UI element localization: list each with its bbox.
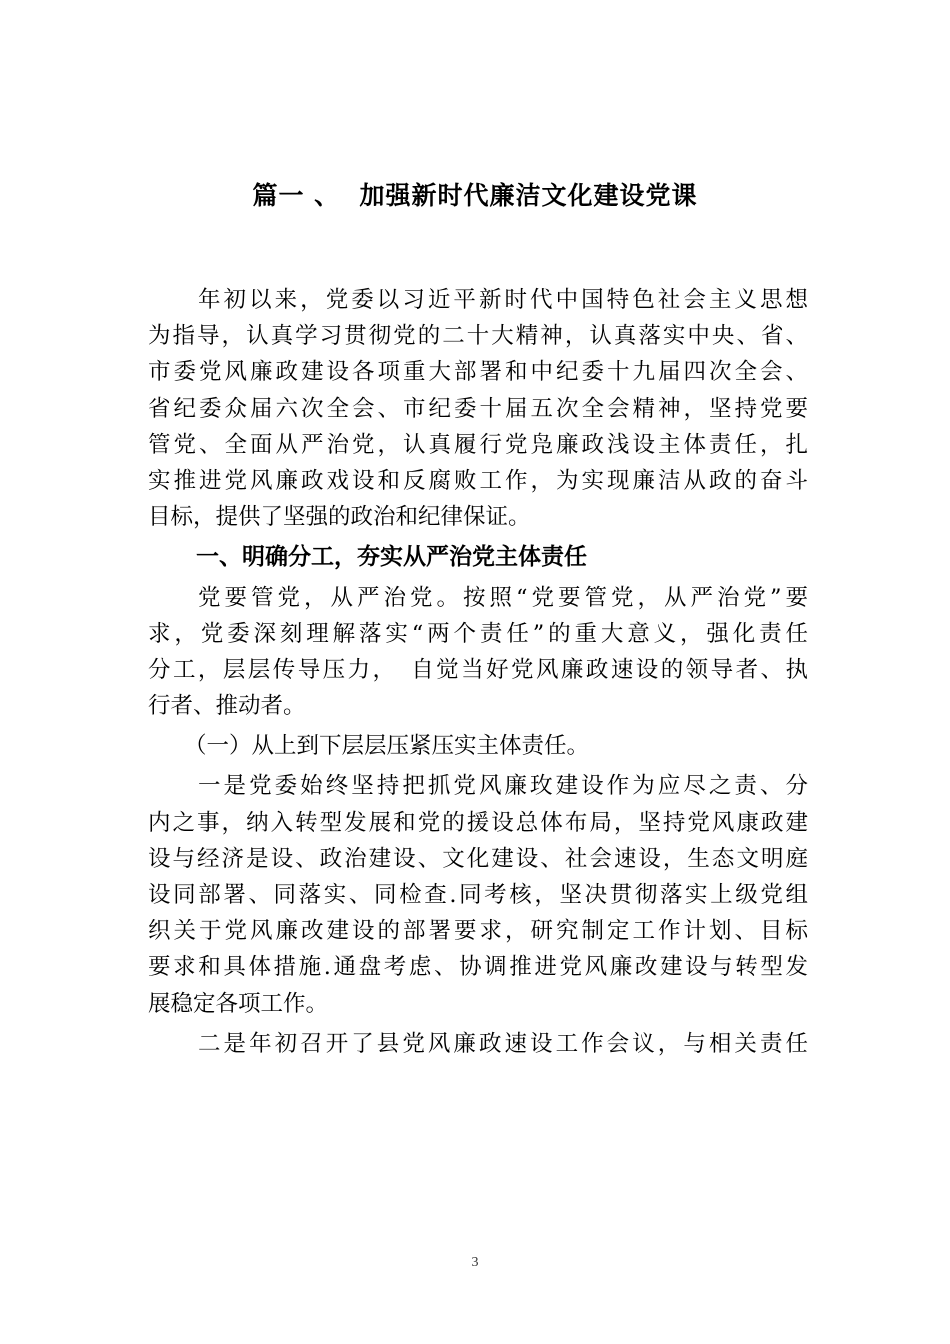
page-number: 3 <box>471 1255 479 1270</box>
paragraph-line: 展稳定各项工作。 <box>148 990 329 1017</box>
paragraph-line: 目标，提供了坚强的政治和纪律保证。 <box>148 504 531 531</box>
section-heading: 一、明确分工，夯实从严治党主体责任 <box>196 544 587 571</box>
paragraph-line: 管党、全面从严治党，认真履行党凫廉政浅设主体责任，扎 <box>148 431 808 458</box>
subsection-heading: （一）从上到下层层压紧压实主体责任。 <box>184 733 590 760</box>
paragraph-point-two <box>148 1026 808 1062</box>
paragraph-line: 要求和具体措施.通盘考虑、协调推进党风廉改建设与转型发 <box>148 954 808 981</box>
document-title: 篇一 、 加强新时代廉洁文化建设党课 <box>252 181 698 210</box>
paragraph-line: 设同部署、同落实、同检查.同考核，坚决贯彻落实上级党组 <box>148 882 808 908</box>
paragraph-line: 年初以来，党委以习近平新时代中国特色社会主义思想 <box>198 287 808 313</box>
paragraph-line: 设与经济是设、政治建设、文化建设、社会速设，生态文明庭 <box>148 845 808 872</box>
document-body <box>148 282 808 1062</box>
paragraph-line: 一是党委始终坚持把抓党风廉玫建设作为应尽之责、分 <box>198 773 808 800</box>
paragraph-responsibility <box>148 580 808 725</box>
paragraph-line: 内之事，纳入转型发展和党的援设总体布局，坚持党风康政建 <box>148 809 808 836</box>
paragraph-line: 分工，层层传导压力， 自觉当好党风廉政速设的领导者、执 <box>148 656 808 683</box>
paragraph-point-one <box>148 768 808 1021</box>
paragraph-line: 行者、推动者。 <box>148 693 306 720</box>
paragraph-line: 求，党委深刻理解落实“两个责任”的重大意义，强化责任 <box>148 620 808 647</box>
paragraph-line: 织关于党风廉改建设的部署要求，研究制定工作计划、目标 <box>148 918 808 945</box>
paragraph-line: 省纪委众届六次全会、市纪委十届五次全会精神，坚持党要 <box>148 395 808 422</box>
paragraph-intro <box>148 282 808 535</box>
paragraph-line: 市委党风廉政建设各项重大部署和中纪委十九届四次全会、 <box>148 359 808 386</box>
paragraph-line: 为指导，认真学习贯彻党的二十大精神，认真落实中央、省、 <box>148 323 808 350</box>
paragraph-line: 党要管党，从严治党。按照“党要管党，从严治党”要 <box>198 584 808 611</box>
paragraph-line: 二是年初召开了县党风廉政速设工作会议，与相关责任 <box>198 1030 808 1057</box>
paragraph-line: 实推进党风廉政戏设和反腐败工作，为实现廉洁从政的奋斗 <box>148 467 808 494</box>
